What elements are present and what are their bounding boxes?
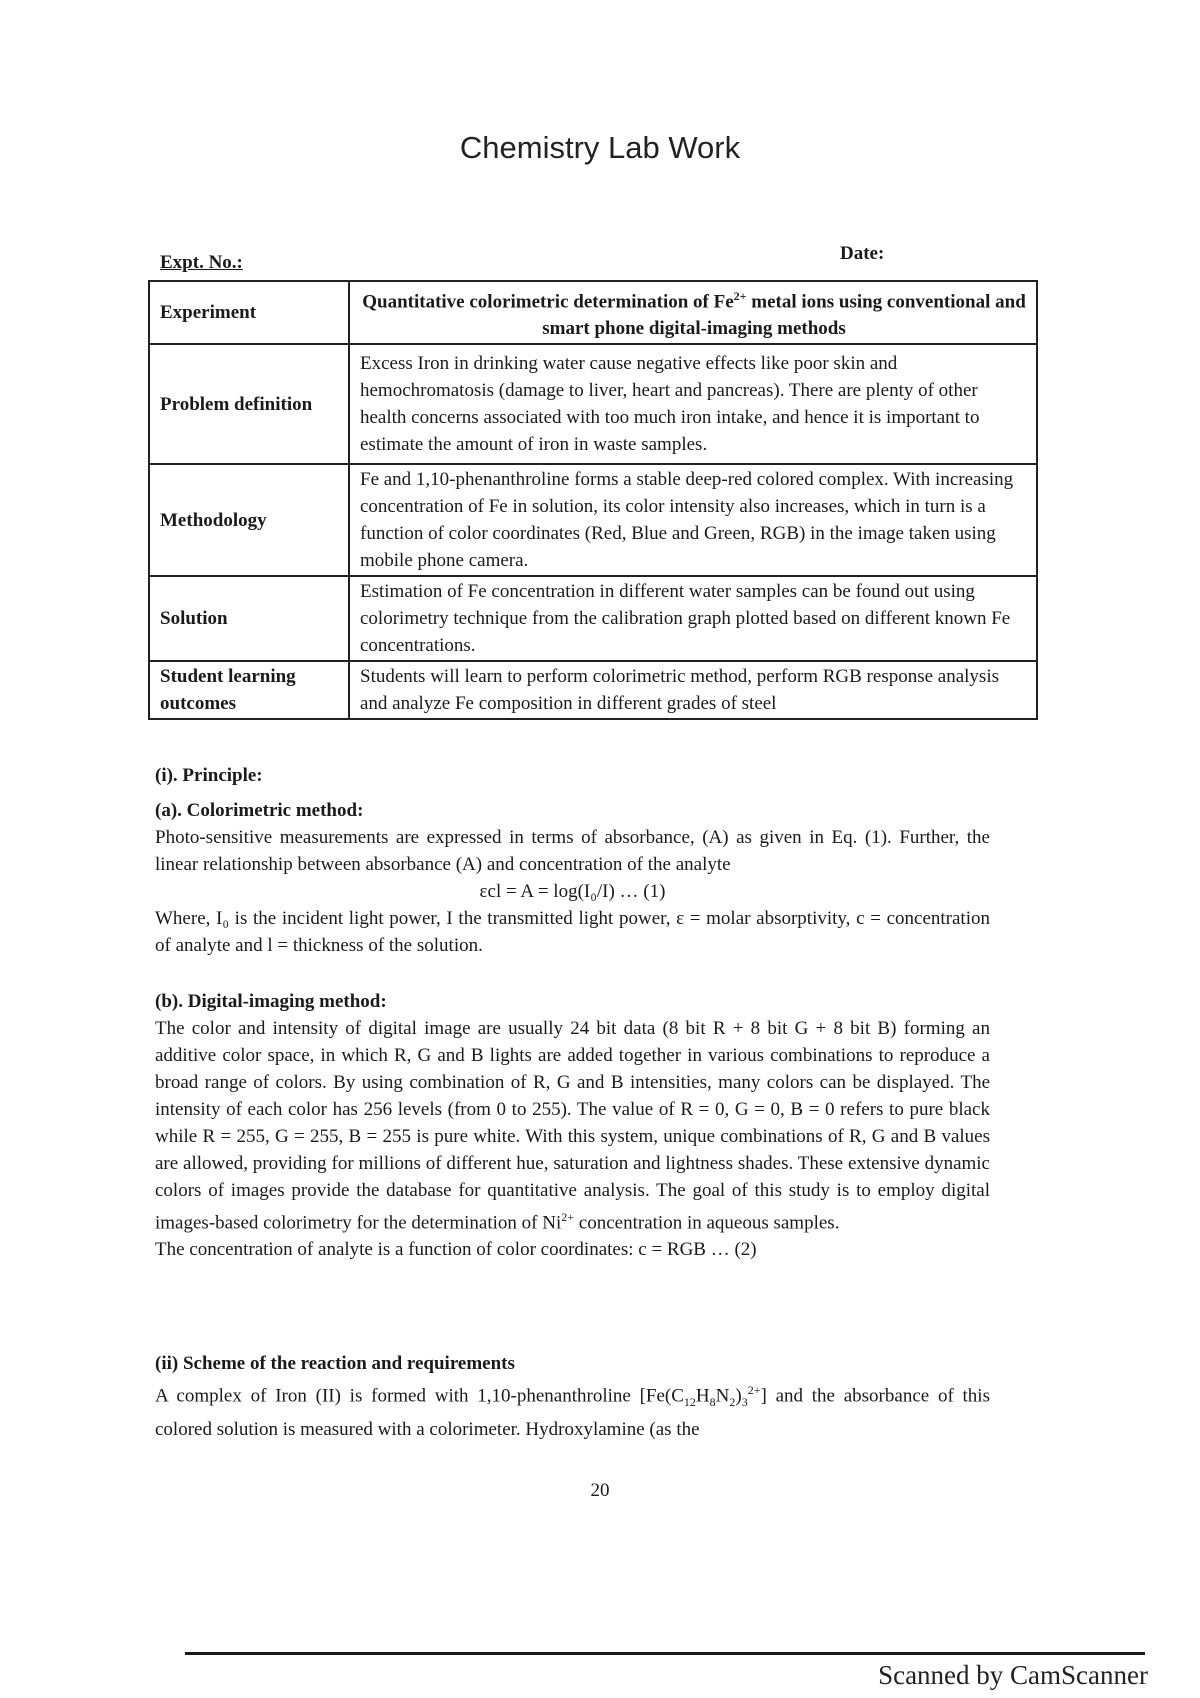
scanner-watermark: Scanned by CamScanner — [878, 1660, 1148, 1690]
row-key-solution: Solution — [149, 576, 349, 661]
principle-heading: (i). Principle: — [155, 765, 263, 786]
date-label: Date: — [840, 243, 885, 264]
equation-1: εcl = A = log(I₀/I) … (1) — [479, 881, 666, 902]
row-key-methodology: Methodology — [149, 464, 349, 576]
page-title: Chemistry Lab Work — [459, 130, 741, 165]
expt-no-label: Expt. No.: — [160, 252, 243, 273]
experiment-info-table — [148, 280, 1038, 720]
row-value-solution: Estimation of Fe concentration in different water samples can be found out using colorimetry technique from the calibration graph plotted based on different known Fe concentrations. — [349, 576, 1037, 661]
row-value-methodology: Fe and 1,10-phenanthroline forms a stable deep-red colored complex. With increasing concentration of Fe in solution, its color intensity also increases, which in turn is a function of color coordinates (Red, Blue and Green, RGB) in the image taken using mobile phone camera. — [349, 464, 1037, 576]
principle-section — [155, 762, 990, 959]
bottom-divider — [185, 1652, 1145, 1655]
digital-imaging-text: The color and intensity of digital image are usually 24 bit data (8 bit R + 8 bit G + 8 bit B) forming an additive color space, in which R, G and B lights are added together in various combinations to reproduce a broad range of colors. By using combination of R, G and B intensities, many colors can be displayed. The intensity of each color has 256 levels (from 0 to 255). The value of R = 0, G = 0, B = 0 refers to pure black while R = 255, G = 255, B = 255 is pure white. With this system, unique combinations of R, G and B values are allowed, providing for millions of different hue, saturation and lightness shades. These extensive dynamic colors of images provide the database for quantitative analysis. The goal of this study is to employ digital images-based colorimetry for the determination of $Ni^{2+}$ concentration in aqueous samples. — [155, 1018, 990, 1234]
table-row — [149, 344, 1037, 464]
scheme-text: A complex of Iron (II) is formed with 1,10-phenanthroline $[Fe(C_{12}H_8N_2)_3^{2+}]$ and the absorbance of this colored solution is measured with a colorimeter. Hydroxylamine (as the — [155, 1383, 990, 1441]
table-row — [149, 281, 1037, 344]
equation-2: The concentration of analyte is a function of color coordinates: c = RGB … (2) — [155, 1239, 757, 1261]
scheme-section — [155, 1350, 990, 1443]
row-key-experiment: Experiment — [149, 281, 349, 344]
row-value-student-learning-outcomes: Students will learn to perform colorimetric method, perform RGB response analysis and analyze Fe composition in different grades of steel — [349, 661, 1037, 719]
colorimetric-text: Photo-sensitive measurements are expressed in terms of absorbance, (A) as given in Eq. (1). Further, the linear relationship between absorbance (A) and concentration of the analyte — [155, 827, 990, 875]
digital-imaging-section — [155, 988, 990, 1263]
scheme-heading: (ii) Scheme of the reaction and requirements — [155, 1353, 515, 1374]
colorimetric-definitions: Where, I₀ is the incident light power, I the transmitted light power, ε = molar absorptivity, c = concentration of analyte and l = thickness of the solution. — [155, 908, 990, 956]
table-row — [149, 576, 1037, 661]
colorimetric-heading: (a). Colorimetric method: — [155, 800, 364, 821]
row-value-experiment: Quantitative colorimetric determination of $Fe^{2+}$ metal ions using conventional and smart phone digital-imaging methods — [349, 281, 1037, 344]
page-number: 20 — [590, 1480, 610, 1501]
row-key-problem-definition: Problem definition — [149, 344, 349, 464]
digital-imaging-heading: (b). Digital-imaging method: — [155, 991, 387, 1012]
row-value-problem-definition: Excess Iron in drinking water cause negative effects like poor skin and hemochromatosis (damage to liver, heart and pancreas). There are plenty of other health concerns associated with too much iron intake, and hence it is important to estimate the amount of iron in waste samples. — [349, 344, 1037, 464]
row-key-student-learning-outcomes: Student learning outcomes — [149, 661, 349, 719]
table-row — [149, 661, 1037, 719]
table-row — [149, 464, 1037, 576]
